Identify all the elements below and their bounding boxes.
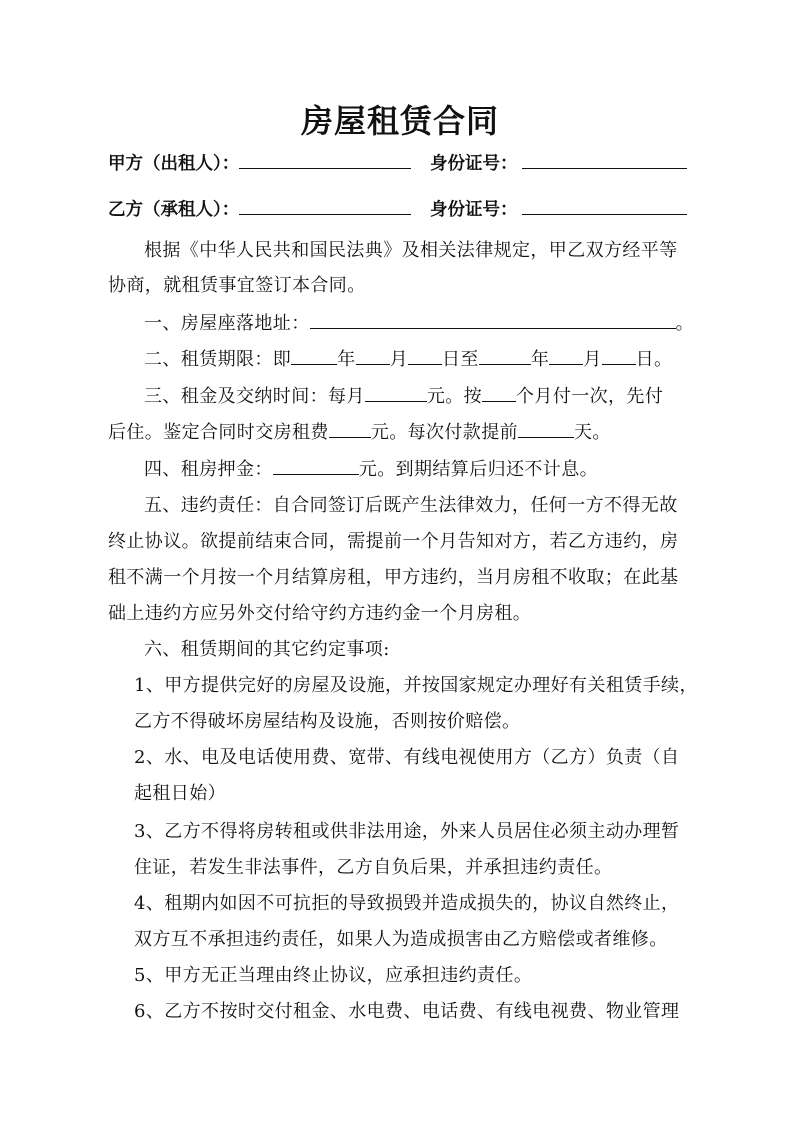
item-1-line-1: 1、甲方提供完好的房屋及设施，并按国家规定办理好有关租赁手续， (134, 675, 698, 696)
item-2-line-1: 2、水、电及电话使用费、宽带、有线电视使用方（乙方）负责（自 (134, 747, 680, 768)
intro-line-1: 根据《中华人民共和国民法典》及相关法律规定，甲乙双方经平等 (144, 240, 678, 261)
initial-rent-label: 后住。鉴定合同时交房租费 (108, 422, 329, 443)
pay-cycle-label: 个月付一次，先付 (516, 386, 664, 407)
party-b-id-blank (522, 196, 687, 215)
item-6-line-1: 6、乙方不按时交付租金、水电费、电话费、有线电视费、物业管理 (134, 1001, 680, 1022)
deposit-terms: 元。到期结算后归还不计息。 (358, 459, 599, 480)
section-3-rent-line-1 (144, 382, 663, 408)
rent-label: 三、租金及交纳时间：每月 (144, 386, 365, 407)
item-3-line-1: 3、乙方不得将房转租或供非法用途，外来人员居住必须主动办理暂 (134, 821, 680, 842)
section-5-line-2: 终止协议。欲提前结束合同，需提前一个月告知对方，若乙方违约，房 (108, 531, 679, 552)
end-month-blank (549, 346, 583, 365)
section-6-title: 六、租赁期间的其它约定事项: (144, 639, 390, 660)
section-5-line-3: 租不满一个月按一个月结算房租，甲方违约，当月房租不收取；在此基 (108, 567, 679, 588)
intro-line-2: 协商，就租赁事宜签订本合同。 (108, 275, 366, 296)
end-day-blank (602, 346, 636, 365)
term-label: 二、租赁期限：即 (144, 349, 292, 370)
deposit-blank (273, 456, 359, 475)
party-a-line (108, 150, 518, 175)
section-1-end: 。 (675, 313, 695, 334)
party-a-name-blank (239, 150, 411, 169)
end-year-label: 年 (530, 349, 550, 370)
party-b-name-blank (239, 196, 411, 215)
start-month-blank (356, 346, 390, 365)
month-label: 月 (389, 349, 409, 370)
start-day-blank (408, 346, 442, 365)
party-b-label: 乙方（承租人）： (108, 200, 240, 220)
document-title: 房屋租赁合同 (300, 102, 499, 140)
item-4-line-2: 双方互不承担违约责任，如果人为造成损害由乙方赔偿或者维修。 (134, 929, 668, 950)
section-5-line-1: 五、违约责任：自合同签订后既产生法律效力，任何一方不得无故 (144, 495, 678, 516)
party-b-line (108, 196, 518, 221)
item-2-line-2: 起租日始） (134, 783, 226, 804)
day-to-label: 日至 (442, 349, 479, 370)
party-a-id-blank (522, 150, 687, 169)
item-1-line-2: 乙方不得破坏房屋结构及设施，否则按价赔偿。 (134, 711, 521, 732)
start-year-blank (291, 346, 337, 365)
advance-pay-label: 元。每次付款提前 (370, 422, 519, 443)
section-1-label: 一、房屋座落地址： (144, 313, 310, 334)
year-label: 年 (337, 349, 356, 370)
section-2-term (144, 345, 672, 371)
section-3-rent-line-2 (108, 418, 611, 444)
party-b-id-label: 身份证号： (430, 200, 518, 220)
item-4-line-1: 4、租期内如因不可抗拒的导致损毁并造成损失的，协议自然终止， (134, 893, 680, 914)
end-day-label: 日。 (635, 349, 673, 370)
section-1-address (144, 309, 694, 335)
advance-days-blank (518, 419, 574, 438)
party-a-label: 甲方（出租人）： (108, 154, 240, 174)
rent-yuan-label: 元。按 (426, 386, 483, 407)
days-label: 天。 (574, 422, 611, 443)
item-3-line-2: 住证，若发生非法事件，乙方自负后果，并承担违约责任。 (134, 857, 613, 878)
end-month-label: 月 (583, 349, 602, 370)
deposit-label: 四、租房押金： (144, 459, 273, 480)
party-a-id-label: 身份证号： (430, 154, 518, 174)
address-blank (310, 310, 676, 329)
initial-rent-blank (329, 419, 371, 438)
monthly-rent-blank (365, 383, 427, 402)
item-5: 5、甲方无正当理由终止协议，应承担违约责任。 (134, 965, 533, 986)
section-5-line-4: 础上违约方应另外交付给守约方违约金一个月房租。 (108, 603, 532, 624)
pay-months-blank (482, 383, 516, 402)
section-4-deposit (144, 455, 598, 481)
end-year-blank (479, 346, 531, 365)
